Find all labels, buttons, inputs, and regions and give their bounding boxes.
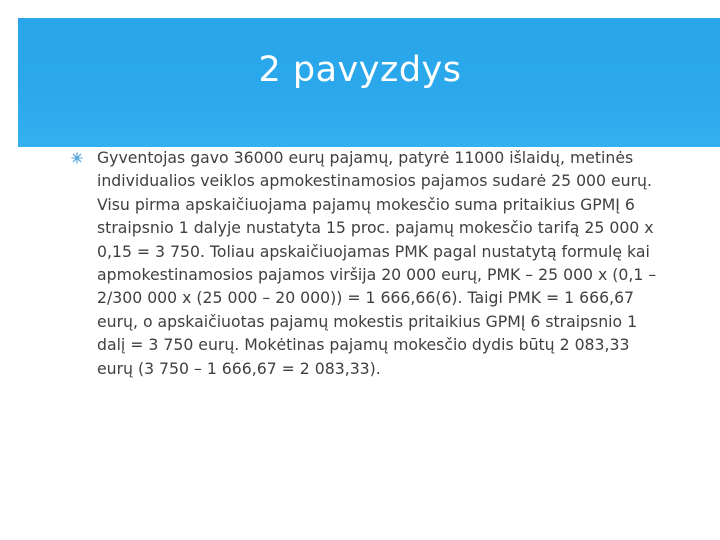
bullet-text: Gyventojas gavo 36000 eurų pajamų, patyrė 11000 išlaidų, metinės individualios veiklos apmokestinamosios pajamos sudarė 25 000 eurų. Visu pirma apskaičiuojama pajamų mokesčio suma pritaikius GPMĮ 6 straipsnio 1 dalyje nustatyta 15 proc. pajamų mokesčio tarifą 25 000 x 0,15 = 3 750. Toliau apskaičiuojamas PMK pagal nustatytą formulę kai apmokestinamosios pajamos viršija 20 000 eurų, PMK – 25 000 x (0,1 – 2/300 000 x (25 000 – 20 000)) = 1 666,66(6). Taigi PMK = 1 666,67 eurų, o apskaičiuotas pajamų mokestis pritaikius GPMĮ 6 straipsnio 1 dalį = 3 750 eurų. Mokėtinas pajamų mokesčio dydis būtų 2 083,33 eurų (3 750 – 1 666,67 = 2 083,33). [97, 148, 657, 378]
slide-title: 2 pavyzdys [258, 50, 462, 90]
star-bullet-icon [71, 152, 83, 164]
